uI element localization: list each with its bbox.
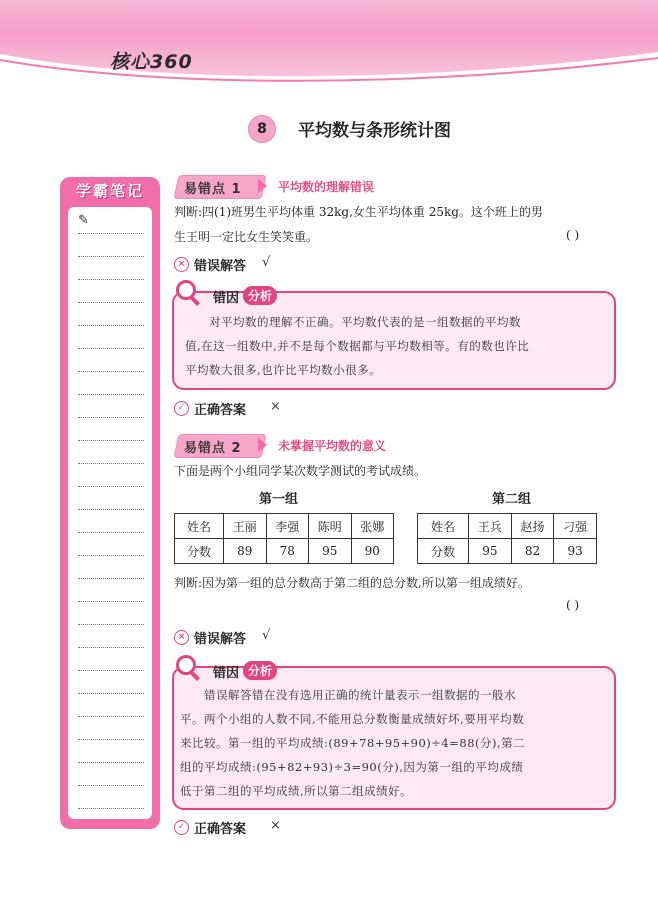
table-row bbox=[175, 514, 394, 539]
group2-title: 第二组 bbox=[492, 492, 532, 507]
point2-question: 判断:因为第一组的总分数高于第二组的总分数,所以第一组成绩好。 bbox=[174, 576, 530, 590]
point2-wrong-label: 错误解答 bbox=[194, 632, 247, 647]
table-cell: 分数 bbox=[175, 539, 224, 564]
note-line bbox=[78, 509, 144, 510]
note-line bbox=[78, 256, 144, 257]
point2-correct-mark: × bbox=[270, 818, 281, 833]
note-line bbox=[78, 463, 144, 464]
correct-icon: ✓ bbox=[174, 820, 189, 835]
table-row bbox=[175, 539, 394, 564]
table-cell: 95 bbox=[309, 539, 352, 564]
point2-wrong-mark: √ bbox=[262, 628, 271, 643]
note-line bbox=[78, 325, 144, 326]
note-line bbox=[78, 279, 144, 280]
point2-reason-label: 错因 bbox=[213, 666, 240, 681]
point1-correct-mark: × bbox=[270, 399, 281, 414]
table-row bbox=[418, 539, 597, 564]
point2-topic: 未掌握平均数的意义 bbox=[278, 439, 387, 453]
table-cell: 89 bbox=[224, 539, 267, 564]
point1-answer-blank: ( ) bbox=[566, 228, 580, 242]
table-cell: 姓名 bbox=[175, 514, 224, 539]
point2-answer-blank: ( ) bbox=[566, 598, 580, 612]
point1-reason-text bbox=[185, 310, 605, 382]
note-line bbox=[78, 578, 144, 579]
note-line bbox=[78, 624, 144, 625]
brand-logo: 核心360 bbox=[110, 51, 193, 73]
note-line bbox=[78, 670, 144, 671]
point2-tag: 易错点 2 bbox=[184, 441, 242, 456]
note-line bbox=[78, 785, 144, 786]
reason-line: 平均数大很多,也许比平均数小很多。 bbox=[185, 363, 382, 377]
group1-title: 第一组 bbox=[259, 492, 299, 507]
group2-table bbox=[417, 513, 597, 564]
sidebar-title: 学霸笔记 bbox=[75, 182, 144, 200]
point1-correct-label: 正确答案 bbox=[194, 403, 247, 418]
header-wave-decoration bbox=[0, 44, 658, 88]
table-cell: 90 bbox=[351, 539, 394, 564]
note-line bbox=[78, 601, 144, 602]
point1-wrong-label: 错误解答 bbox=[194, 259, 247, 274]
point1-reason-pill: 分析 bbox=[243, 286, 277, 305]
note-line bbox=[78, 302, 144, 303]
point1-topic: 平均数的理解错误 bbox=[278, 180, 375, 194]
reason-line: 组的平均成绩:(95+82+93)÷3=90(分),因为第一组的平均成绩 bbox=[180, 760, 524, 774]
point1-wrong-mark: √ bbox=[262, 255, 271, 270]
note-line bbox=[78, 233, 144, 234]
table-cell: 王丽 bbox=[224, 514, 267, 539]
table-row bbox=[418, 514, 597, 539]
pencil-icon: ✎ bbox=[78, 213, 89, 228]
table-cell: 张娜 bbox=[351, 514, 394, 539]
table-cell: 李强 bbox=[266, 514, 309, 539]
note-line bbox=[78, 693, 144, 694]
table-cell: 82 bbox=[511, 539, 554, 564]
point2-reason-pill: 分析 bbox=[243, 661, 277, 680]
note-line bbox=[78, 555, 144, 556]
note-line bbox=[78, 647, 144, 648]
point2-correct-label: 正确答案 bbox=[194, 822, 247, 837]
reason-line: 错误解答错在没有选用正确的统计量表示一组数据的一般水 bbox=[204, 688, 516, 702]
note-line bbox=[78, 440, 144, 441]
chapter-number: 8 bbox=[248, 115, 276, 143]
note-line bbox=[78, 762, 144, 763]
table-cell: 王兵 bbox=[469, 514, 512, 539]
table-cell: 95 bbox=[469, 539, 512, 564]
reason-line: 值,在这一组数中,并不是每个数据都与平均数相等。有的数也许比 bbox=[185, 339, 530, 353]
reason-line: 来比较。第一组的平均成绩:(89+78+95+90)÷4=88(分),第二 bbox=[180, 736, 526, 750]
table-cell: 分数 bbox=[418, 539, 469, 564]
reason-line: 低于第二组的平均成绩,所以第二组成绩好。 bbox=[180, 784, 413, 798]
point1-reason-label: 错因 bbox=[213, 291, 240, 306]
point1-question-line1: 判断:四(1)班男生平均体重 32kg,女生平均体重 25kg。这个班上的男 bbox=[174, 205, 543, 219]
table-cell: 姓名 bbox=[418, 514, 469, 539]
point2-reason-text bbox=[180, 683, 608, 803]
note-line bbox=[78, 532, 144, 533]
point2-intro: 下面是两个小组同学某次数学测试的考试成绩。 bbox=[174, 464, 427, 478]
correct-icon: ✓ bbox=[174, 401, 189, 416]
tag-arrow-icon bbox=[258, 438, 267, 452]
notes-area bbox=[68, 207, 152, 819]
wrong-icon: × bbox=[174, 257, 189, 272]
note-line bbox=[78, 371, 144, 372]
table-cell: 赵扬 bbox=[511, 514, 554, 539]
point1-tag: 易错点 1 bbox=[184, 182, 242, 197]
table-cell: 93 bbox=[554, 539, 597, 564]
reason-line: 平。两个小组的人数不同,不能用总分数衡量成绩好坏,要用平均数 bbox=[180, 712, 525, 726]
note-line bbox=[78, 348, 144, 349]
note-line bbox=[78, 716, 144, 717]
tag-arrow-icon bbox=[258, 179, 267, 193]
note-line bbox=[78, 394, 144, 395]
note-line bbox=[78, 417, 144, 418]
group1-table bbox=[174, 513, 394, 564]
note-line bbox=[78, 739, 144, 740]
table-cell: 刁强 bbox=[554, 514, 597, 539]
table-cell: 78 bbox=[266, 539, 309, 564]
reason-line: 对平均数的理解不正确。平均数代表的是一组数据的平均数 bbox=[209, 315, 521, 329]
table-cell: 陈明 bbox=[309, 514, 352, 539]
notes-sidebar bbox=[60, 177, 160, 829]
point1-question-line2: 生王明一定比女生笑笑重。 bbox=[174, 230, 319, 244]
note-line bbox=[78, 486, 144, 487]
note-line bbox=[78, 808, 144, 809]
chapter-title: 平均数与条形统计图 bbox=[298, 121, 451, 141]
wrong-icon: × bbox=[174, 630, 189, 645]
